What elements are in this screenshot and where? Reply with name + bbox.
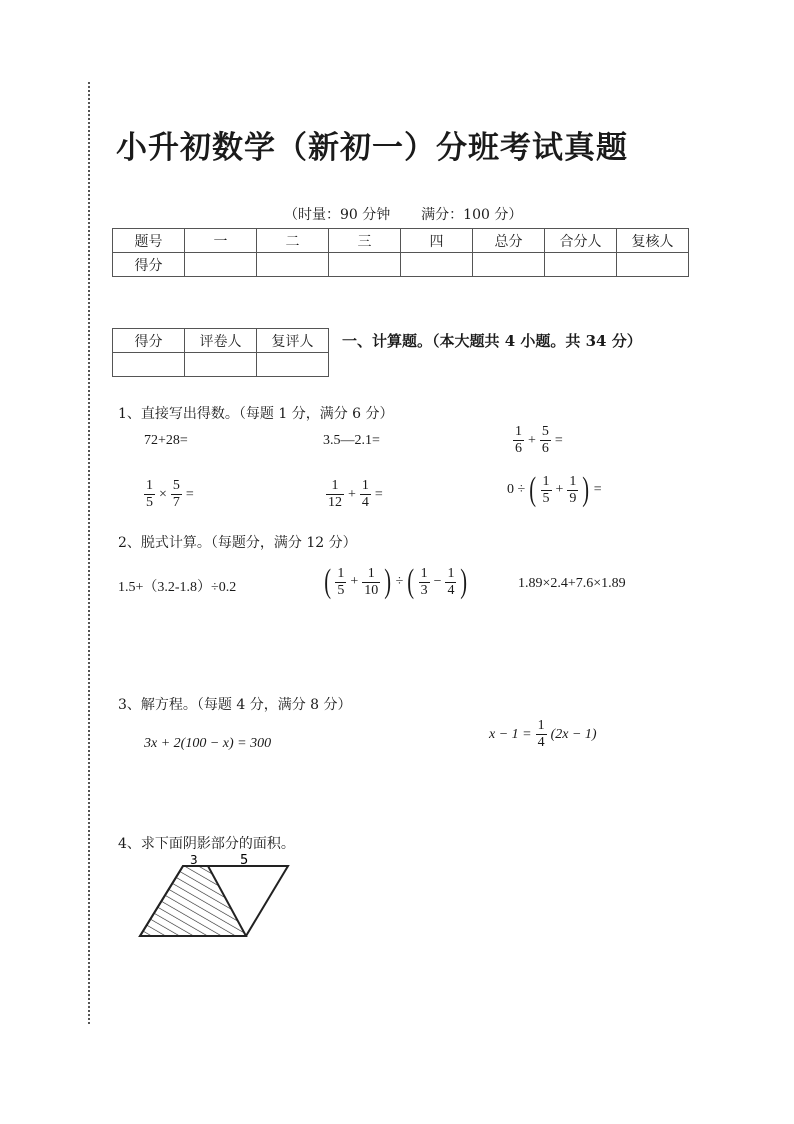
fraction: $\frac{1}{10}$ [364, 565, 379, 598]
header-cell: 四 [401, 229, 473, 253]
row-label: 得分 [113, 253, 185, 277]
q3-heading: 3、解方程。（每题 4 分，满分 8 分） [118, 697, 352, 713]
label-3: 3 [190, 853, 198, 867]
q4-heading: 4、求下面阴影部分的面积。 [118, 836, 295, 852]
header-cell: 三 [329, 229, 401, 253]
grader-cell[interactable] [185, 353, 257, 377]
fraction: $\frac{1}{5}$ [146, 478, 153, 510]
score-table [112, 228, 689, 277]
q1-f: 0 ÷ ( $\frac{1}{5}$ + $\frac{1}{9}$ ) = [507, 471, 602, 508]
header-cell: 评卷人 [185, 329, 257, 353]
score-table-score-row [113, 253, 689, 277]
grader-cell[interactable] [113, 353, 185, 377]
label-5: 5 [240, 853, 249, 868]
score-cell[interactable] [185, 253, 257, 277]
score-table-header-row [113, 229, 689, 253]
grader-table-blank-row [113, 353, 329, 377]
fraction: $\frac{5}{6}$ [541, 424, 549, 456]
q1-b: 3.5—2.1= [323, 433, 380, 448]
grader-table-header-row [113, 329, 329, 353]
q1-e: $\frac{1}{12}$ + $\frac{1}{4}$ = [328, 478, 383, 510]
header-cell: 总分 [473, 229, 545, 253]
fraction: $\frac{1}{3}$ [420, 565, 428, 598]
header-cell: 题号 [113, 229, 185, 253]
header-cell: 得分 [113, 329, 185, 353]
fraction: $\frac{1}{9}$ [569, 473, 577, 506]
q1-heading: 1、直接写出得数。（每题 1 分，满分 6 分） [118, 406, 394, 422]
q1-a: 72+28= [144, 433, 188, 448]
q3-b: x − 1 = $\frac{1}{4}$ (2x − 1) [489, 718, 597, 750]
score-cell[interactable] [329, 253, 401, 277]
parallelogram-figure [128, 850, 298, 945]
binding-dotted-line [88, 82, 90, 1024]
header-cell: 合分人 [545, 229, 617, 253]
grader-cell[interactable] [257, 353, 329, 377]
exam-full-score: 满分：100 分） [421, 207, 523, 223]
q2-heading: 2、脱式计算。（每题分，满分 12 分） [118, 535, 357, 551]
fraction: $\frac{1}{12}$ [328, 478, 342, 510]
page-title: 小升初数学（新初一）分班考试真题 [116, 130, 628, 166]
q2-b: ( $\frac{1}{5}$ + $\frac{1}{10}$ ) ÷ ( $\frac{1}{3}$ − $\frac{1}{4}$ ) [324, 563, 468, 600]
q1-d: $\frac{1}{5}$ × $\frac{5}{7}$ = [146, 478, 194, 510]
fraction: $\frac{1}{4}$ [361, 478, 369, 510]
fraction: $\frac{1}{4}$ [447, 565, 455, 598]
q3-a: 3x + 2(100 − x) = 300 [144, 736, 272, 751]
grader-table [112, 328, 329, 377]
section-1-heading: 一、计算题。（本大题共 4 小题。共 34 分） [342, 332, 642, 350]
q1-c: $\frac{1}{6}$ + $\frac{5}{6}$ = [515, 424, 563, 456]
exam-time: （时量：90 分钟 [284, 207, 391, 223]
header-cell: 复评人 [257, 329, 329, 353]
score-cell[interactable] [617, 253, 689, 277]
header-cell: 复核人 [617, 229, 689, 253]
fraction: $\frac{5}{7}$ [172, 478, 180, 510]
score-cell[interactable] [545, 253, 617, 277]
fraction: $\frac{1}{6}$ [515, 424, 522, 456]
q2-c: 1.89×2.4+7.6×1.89 [518, 576, 626, 591]
score-cell[interactable] [473, 253, 545, 277]
header-cell: 一 [185, 229, 257, 253]
header-cell: 二 [257, 229, 329, 253]
exam-info [284, 204, 522, 224]
score-cell[interactable] [401, 253, 473, 277]
q2-a: 1.5+（3.2-1.8）÷0.2 [118, 580, 237, 595]
fraction: $\frac{1}{5}$ [337, 565, 345, 598]
fraction: $\frac{1}{5}$ [542, 473, 550, 506]
shaded-triangle [140, 866, 246, 936]
score-cell[interactable] [257, 253, 329, 277]
fraction: $\frac{1}{4}$ [537, 718, 545, 750]
